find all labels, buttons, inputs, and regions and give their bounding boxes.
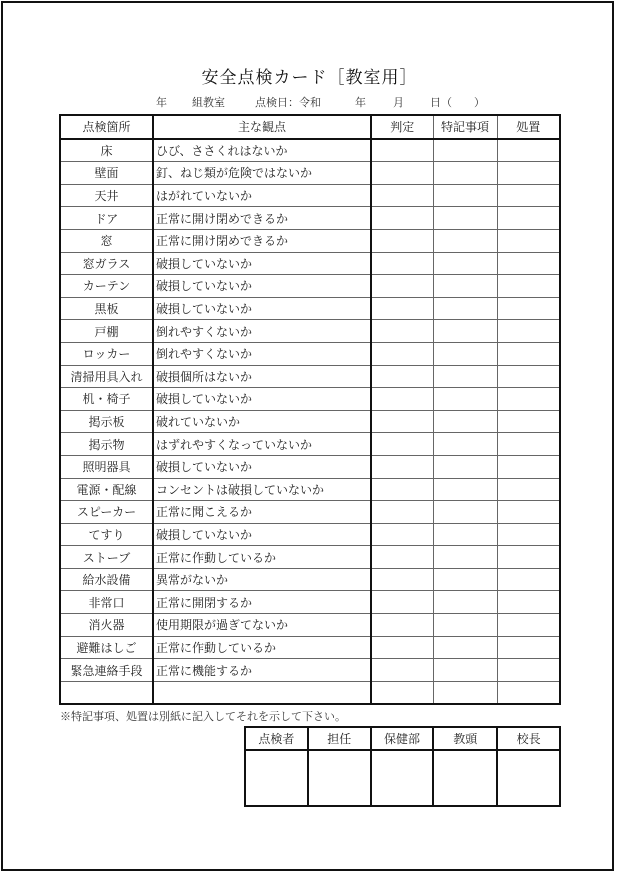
row-action-cell[interactable] xyxy=(497,433,560,456)
table-row xyxy=(60,275,560,298)
row-judgement-cell[interactable] xyxy=(371,636,433,659)
row-point: はがれていないか xyxy=(153,184,371,207)
row-point: 正常に開け閉めできるか xyxy=(153,229,371,252)
table-row xyxy=(60,568,560,591)
row-point: 正常に聞こえるか xyxy=(153,501,371,524)
row-action-cell[interactable] xyxy=(497,681,560,704)
row-point: 破損していないか xyxy=(153,297,371,320)
row-notes-cell[interactable] xyxy=(433,455,497,478)
sign-box-teacher[interactable] xyxy=(308,750,371,806)
row-location: カーテン xyxy=(60,275,153,298)
row-location: 非常口 xyxy=(60,591,153,614)
row-judgement-cell[interactable] xyxy=(371,568,433,591)
row-action-cell[interactable] xyxy=(497,501,560,524)
row-notes-cell[interactable] xyxy=(433,523,497,546)
row-notes-cell[interactable] xyxy=(433,297,497,320)
row-location: 戸棚 xyxy=(60,320,153,343)
table-row xyxy=(60,388,560,411)
row-notes-cell[interactable] xyxy=(433,591,497,614)
row-location: 机・椅子 xyxy=(60,388,153,411)
row-point: はずれやすくなっていないか xyxy=(153,433,371,456)
row-point: 破損していないか xyxy=(153,252,371,275)
table-row xyxy=(60,297,560,320)
table-header-row xyxy=(60,115,560,139)
row-judgement-cell[interactable] xyxy=(371,523,433,546)
row-notes-cell[interactable] xyxy=(433,659,497,682)
row-action-cell[interactable] xyxy=(497,388,560,411)
row-notes-cell[interactable] xyxy=(433,410,497,433)
row-judgement-cell[interactable] xyxy=(371,388,433,411)
row-judgement-cell[interactable] xyxy=(371,139,433,162)
row-judgement-cell[interactable] xyxy=(371,365,433,388)
row-location: スピーカー xyxy=(60,501,153,524)
row-location: 窓ガラス xyxy=(60,252,153,275)
row-location: 黒板 xyxy=(60,297,153,320)
row-judgement-cell[interactable] xyxy=(371,433,433,456)
row-location: 清掃用具入れ xyxy=(60,365,153,388)
row-judgement-cell[interactable] xyxy=(371,342,433,365)
row-action-cell[interactable] xyxy=(497,523,560,546)
table-row xyxy=(60,342,560,365)
row-notes-cell[interactable] xyxy=(433,681,497,704)
sign-header-inspector: 点検者 xyxy=(245,727,308,750)
row-point: 破損していないか xyxy=(153,275,371,298)
sign-box-principal[interactable] xyxy=(497,750,560,806)
row-point: 正常に作動しているか xyxy=(153,636,371,659)
row-location: 消火器 xyxy=(60,614,153,637)
row-location: 天井 xyxy=(60,184,153,207)
row-judgement-cell[interactable] xyxy=(371,184,433,207)
header-notes: 特記事項 xyxy=(433,115,497,139)
row-action-cell[interactable] xyxy=(497,162,560,185)
row-judgement-cell[interactable] xyxy=(371,207,433,230)
row-notes-cell[interactable] xyxy=(433,139,497,162)
class-room-label: 組教室 xyxy=(192,96,225,109)
row-location: 避難はしご xyxy=(60,636,153,659)
row-notes-cell[interactable] xyxy=(433,252,497,275)
row-location: てすり xyxy=(60,523,153,546)
row-action-cell[interactable] xyxy=(497,184,560,207)
row-action-cell[interactable] xyxy=(497,320,560,343)
row-point: 異常がないか xyxy=(153,568,371,591)
grade-year-label: 年 xyxy=(156,96,167,109)
row-location: 掲示板 xyxy=(60,410,153,433)
row-action-cell[interactable] xyxy=(497,410,560,433)
row-action-cell[interactable] xyxy=(497,659,560,682)
row-notes-cell[interactable] xyxy=(433,636,497,659)
row-judgement-cell[interactable] xyxy=(371,162,433,185)
table-row xyxy=(60,681,560,704)
row-notes-cell[interactable] xyxy=(433,184,497,207)
table-row xyxy=(60,478,560,501)
row-point: コンセントは破損していないか xyxy=(153,478,371,501)
row-judgement-cell[interactable] xyxy=(371,546,433,569)
table-row xyxy=(60,320,560,343)
row-notes-cell[interactable] xyxy=(433,229,497,252)
header-location: 点検箇所 xyxy=(60,115,153,139)
row-judgement-cell[interactable] xyxy=(371,410,433,433)
row-action-cell[interactable] xyxy=(497,275,560,298)
row-judgement-cell[interactable] xyxy=(371,320,433,343)
row-action-cell[interactable] xyxy=(497,229,560,252)
row-location: 床 xyxy=(60,139,153,162)
sign-box-health[interactable] xyxy=(371,750,434,806)
row-notes-cell[interactable] xyxy=(433,275,497,298)
row-judgement-cell[interactable] xyxy=(371,591,433,614)
sign-header-health: 保健部 xyxy=(371,727,434,750)
row-notes-cell[interactable] xyxy=(433,501,497,524)
row-notes-cell[interactable] xyxy=(433,614,497,637)
row-notes-cell[interactable] xyxy=(433,568,497,591)
table-row xyxy=(60,410,560,433)
row-action-cell[interactable] xyxy=(497,207,560,230)
sign-header-principal: 校長 xyxy=(497,727,560,750)
header-point: 主な観点 xyxy=(153,115,371,139)
row-action-cell[interactable] xyxy=(497,252,560,275)
row-action-cell[interactable] xyxy=(497,546,560,569)
row-point: 正常に作動しているか xyxy=(153,546,371,569)
row-notes-cell[interactable] xyxy=(433,546,497,569)
inspection-date-label: 点検日：令和 xyxy=(255,96,321,109)
row-notes-cell[interactable] xyxy=(433,320,497,343)
table-row xyxy=(60,636,560,659)
row-notes-cell[interactable] xyxy=(433,478,497,501)
date-day-label: 日（ ） xyxy=(430,96,485,109)
row-action-cell[interactable] xyxy=(497,342,560,365)
table-row xyxy=(60,455,560,478)
table-row xyxy=(60,614,560,637)
row-notes-cell[interactable] xyxy=(433,342,497,365)
sign-header-teacher: 担任 xyxy=(308,727,371,750)
row-notes-cell[interactable] xyxy=(433,162,497,185)
row-point: 正常に機能するか xyxy=(153,659,371,682)
table-row xyxy=(60,546,560,569)
table-row xyxy=(60,229,560,252)
row-action-cell[interactable] xyxy=(497,297,560,320)
row-point: 破損個所はないか xyxy=(153,365,371,388)
row-point xyxy=(153,681,371,704)
inspection-table xyxy=(59,114,561,705)
row-point: 破損していないか xyxy=(153,523,371,546)
date-month-label: 月 xyxy=(393,96,404,109)
table-row xyxy=(60,433,560,456)
row-action-cell[interactable] xyxy=(497,139,560,162)
row-judgement-cell[interactable] xyxy=(371,275,433,298)
row-action-cell[interactable] xyxy=(497,591,560,614)
row-point: 正常に開閉するか xyxy=(153,591,371,614)
row-point: 釘、ねじ類が危険ではないか xyxy=(153,162,371,185)
row-judgement-cell[interactable] xyxy=(371,297,433,320)
row-point: 破損していないか xyxy=(153,455,371,478)
inspection-info-line xyxy=(0,94,619,108)
table-row xyxy=(60,252,560,275)
row-action-cell[interactable] xyxy=(497,365,560,388)
sign-box-vice-principal[interactable] xyxy=(433,750,497,806)
sign-header-vice-principal: 教頭 xyxy=(433,727,497,750)
row-point: 倒れやすくないか xyxy=(153,342,371,365)
table-row xyxy=(60,207,560,230)
table-row xyxy=(60,184,560,207)
row-action-cell[interactable] xyxy=(497,478,560,501)
row-judgement-cell[interactable] xyxy=(371,478,433,501)
row-action-cell[interactable] xyxy=(497,636,560,659)
row-point: 正常に開け閉めできるか xyxy=(153,207,371,230)
table-row xyxy=(60,591,560,614)
row-point: ひび、ささくれはないか xyxy=(153,139,371,162)
row-judgement-cell[interactable] xyxy=(371,252,433,275)
row-location: 緊急連絡手段 xyxy=(60,659,153,682)
header-action: 処置 xyxy=(497,115,560,139)
row-location: 壁面 xyxy=(60,162,153,185)
row-judgement-cell[interactable] xyxy=(371,455,433,478)
footnote: ※特記事項、処置は別紙に記入してそれを示して下さい。 xyxy=(60,710,346,723)
signature-table xyxy=(244,726,561,807)
page-title: 安全点検カード［教室用］ xyxy=(201,68,418,88)
row-point: 破れていないか xyxy=(153,410,371,433)
row-location: 給水設備 xyxy=(60,568,153,591)
row-location: 窓 xyxy=(60,229,153,252)
row-location: ストーブ xyxy=(60,546,153,569)
table-row xyxy=(60,659,560,682)
row-location: ドア xyxy=(60,207,153,230)
row-notes-cell[interactable] xyxy=(433,433,497,456)
row-judgement-cell[interactable] xyxy=(371,681,433,704)
row-point: 使用期限が過ぎてないか xyxy=(153,614,371,637)
date-year-label: 年 xyxy=(355,96,366,109)
row-action-cell[interactable] xyxy=(497,568,560,591)
row-location: 照明器具 xyxy=(60,455,153,478)
table-row xyxy=(60,162,560,185)
row-location xyxy=(60,681,153,704)
row-notes-cell[interactable] xyxy=(433,365,497,388)
row-location: ロッカー xyxy=(60,342,153,365)
row-notes-cell[interactable] xyxy=(433,388,497,411)
row-judgement-cell[interactable] xyxy=(371,614,433,637)
header-judgement: 判定 xyxy=(371,115,433,139)
sign-box-inspector[interactable] xyxy=(245,750,308,806)
row-notes-cell[interactable] xyxy=(433,207,497,230)
row-location: 掲示物 xyxy=(60,433,153,456)
row-judgement-cell[interactable] xyxy=(371,229,433,252)
row-judgement-cell[interactable] xyxy=(371,659,433,682)
table-row xyxy=(60,139,560,162)
table-row xyxy=(60,501,560,524)
table-row xyxy=(60,365,560,388)
row-action-cell[interactable] xyxy=(497,614,560,637)
row-point: 倒れやすくないか xyxy=(153,320,371,343)
row-judgement-cell[interactable] xyxy=(371,501,433,524)
row-point: 破損していないか xyxy=(153,388,371,411)
table-row xyxy=(60,523,560,546)
row-location: 電源・配線 xyxy=(60,478,153,501)
row-action-cell[interactable] xyxy=(497,455,560,478)
